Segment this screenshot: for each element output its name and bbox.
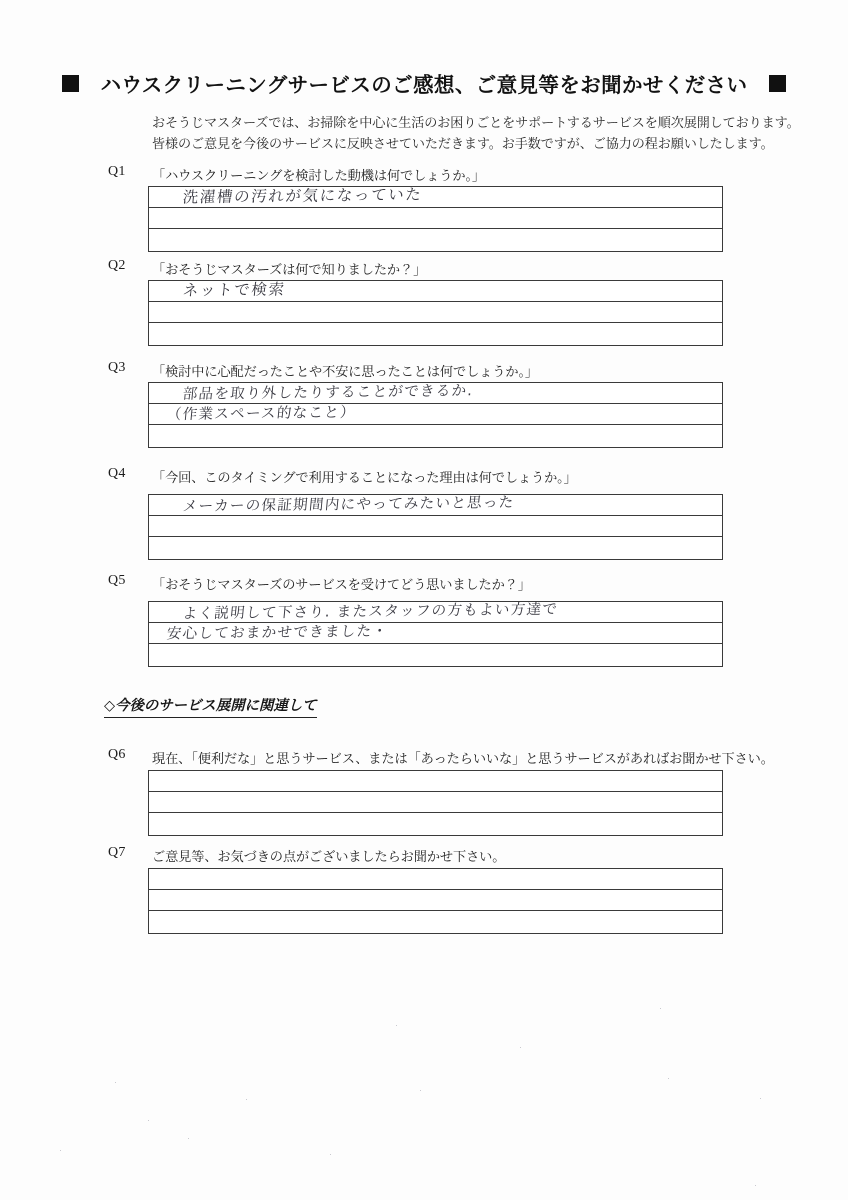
answer-row[interactable] [149,383,722,404]
question-text-q3: 「検討中に心配だったことや不安に思ったことは何でしょうか。」 [152,364,539,379]
answer-row[interactable] [149,771,722,792]
answer-box-q3[interactable] [148,382,723,448]
question-label-q1: Q1 [108,164,126,179]
question-label-q4: Q4 [108,466,126,481]
answer-row[interactable] [149,869,722,890]
answer-box-q1[interactable] [148,186,723,252]
answer-box-q5[interactable] [148,601,723,667]
handwritten-answer: 洗濯槽の汚れが気になっていた [181,185,424,207]
answer-box-q4[interactable] [148,494,723,560]
answer-row[interactable] [149,495,722,516]
intro-line-1: おそうじマスターズでは、お掃除を中心に生活のお困りごとをサポートするサービスを順次展開しております。 [152,115,800,130]
answer-row[interactable] [149,302,722,323]
answer-row[interactable] [149,537,722,559]
intro-line-2: 皆様のご意見を今後のサービスに反映させていただきます。お手数ですが、ご協力の程お願いしたします。 [152,136,774,151]
question-label-q3: Q3 [108,360,126,375]
answer-row[interactable] [149,602,722,623]
answer-row[interactable] [149,281,722,302]
answer-row[interactable] [149,516,722,537]
answer-row[interactable] [149,644,722,666]
handwritten-answer: よく説明して下さり. またスタッフの方もよい方達で [181,600,559,623]
answer-row[interactable] [149,911,722,933]
answer-row[interactable] [149,792,722,813]
answer-row[interactable] [149,187,722,208]
answer-row[interactable] [149,208,722,229]
handwritten-answer: 安心しておまかせできました・ [165,622,389,643]
answer-row[interactable] [149,404,722,425]
question-text-q5: 「おそうじマスターズのサービスを受けてどう思いましたか？」 [152,577,531,592]
answer-row[interactable] [149,229,722,251]
answer-box-q7[interactable] [148,868,723,934]
page-title: ハウスクリーニングサービスのご感想、ご意見等をお聞かせください [100,75,748,97]
answer-row[interactable] [149,623,722,644]
filled-square-icon-right [769,75,786,92]
answer-row[interactable] [149,425,722,447]
question-text-q4: 「今回、このタイミングで利用することになった理由は何でしょうか。」 [152,470,577,485]
answer-row[interactable] [149,890,722,911]
question-text-q7: ご意見等、お気づきの点がございましたらお聞かせ下さい。 [152,849,506,864]
question-text-q2: 「おそうじマスターズは何で知りましたか？」 [152,262,427,277]
page-header [0,68,848,98]
question-text-q1: 「ハウスクリーニングを検討した動機は何でしょうか。」 [152,168,486,183]
section-heading: ◇今後のサービス展開に関連して [104,694,317,718]
answer-row[interactable] [149,323,722,345]
question-text-q6: 現在、「便利だな」と思うサービス、または「あったらいいな」と思うサービスがあればお聞かせ下さい。 [152,751,774,766]
handwritten-answer: ネットで検索 [182,280,287,300]
answer-box-q6[interactable] [148,770,723,836]
handwritten-answer: （作業スペース的なこと） [166,403,357,424]
question-label-q6: Q6 [108,747,126,762]
handwritten-answer: メーカーの保証期間内にやってみたいと思った [181,493,516,516]
filled-square-icon-left [62,75,79,92]
question-label-q2: Q2 [108,258,126,273]
question-label-q5: Q5 [108,573,126,588]
handwritten-answer: 部品を取り外したりすることができるか. [181,382,475,403]
answer-row[interactable] [149,813,722,835]
question-label-q7: Q7 [108,845,126,860]
intro-paragraph [152,112,800,154]
answer-box-q2[interactable] [148,280,723,346]
